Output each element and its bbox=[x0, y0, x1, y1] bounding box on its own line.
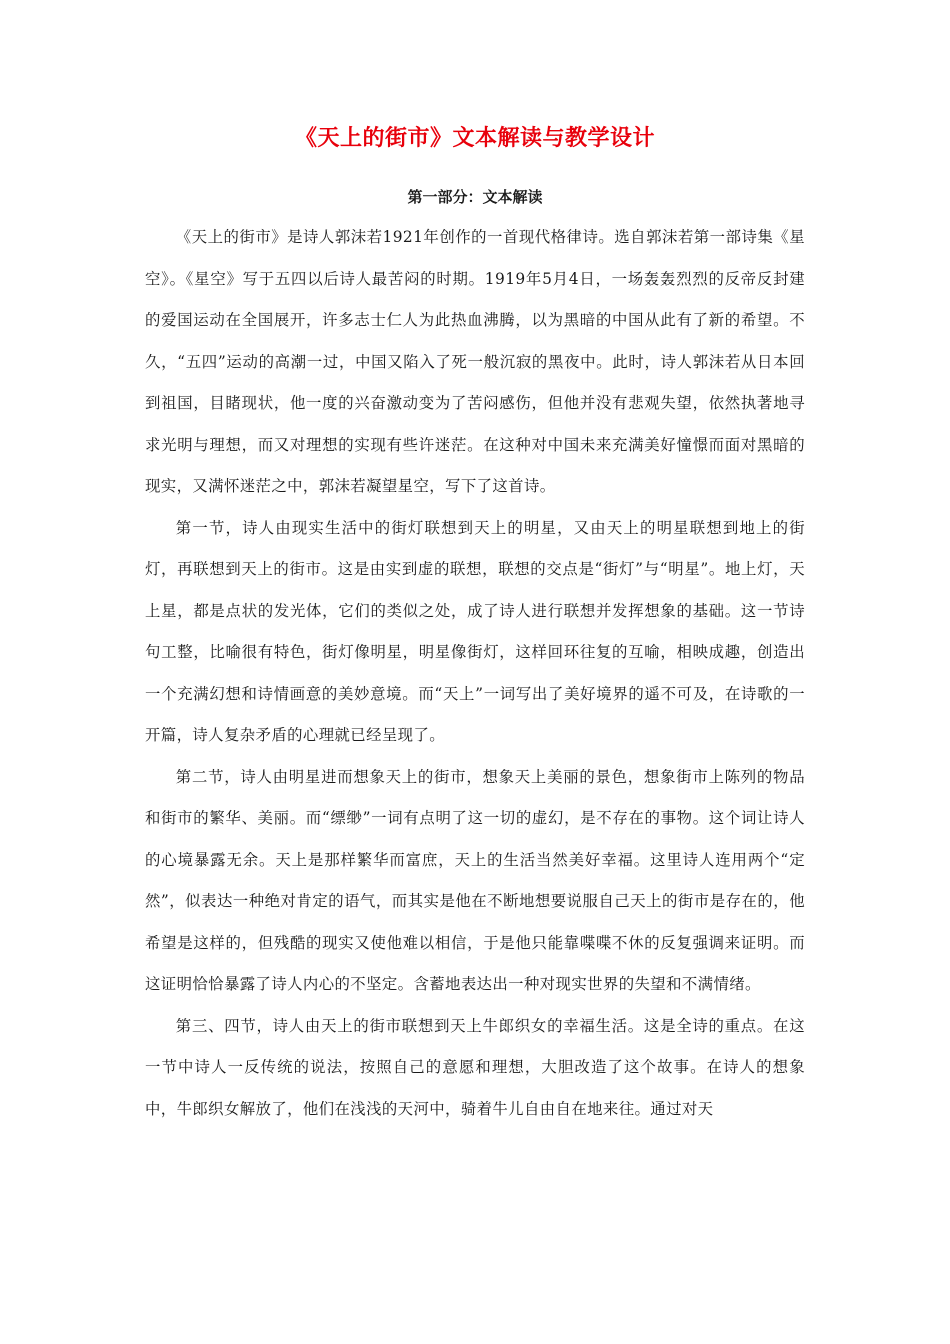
document-title: 《天上的街市》文本解读与教学设计 bbox=[294, 125, 655, 151]
paragraph-stanza-1: 第一节，诗人由现实生活中的街灯联想到天上的明星，又由天上的明星联想到地上的街灯，再联想到天上的街市。这是由实到虚的联想，联想的交点是“街灯”与“明星”。地上灯，天上星，都是点状的发光体，它们的类似之处，成了诗人进行联想并发挥想象的基础。这一节诗句工整，比喻很有特色，街灯像明星，明星像街灯，这样回环往复的互喻，相映成趣，创造出一个充满幻想和诗情画意的美妙意境。而“天上”一词写出了美好境界的遥不可及，在诗歌的一开篇，诗人复杂矛盾的心理就已经呈现了。 bbox=[145, 518, 805, 744]
section-heading: 第一部分：文本解读 bbox=[407, 188, 543, 206]
paragraph-intro: 《天上的街市》是诗人郭沫若1921年创作的一首现代格律诗。选自郭沫若第一部诗集《星空》。《星空》写于五四以后诗人最苦闷的时期。1919年5月4日，一场轰轰烈烈的反帝反封建的爱国运动在全国展开，许多志士仁人为此热血沸腾，以为黑暗的中国从此有了新的希望。不久，“五四”运动的高潮一过，中国又陷入了死一般沉寂的黑夜中。此时，诗人郭沫若从日本回到祖国，目睹现状，他一度的兴奋激动变为了苦闷感伤，但他并没有悲观失望，依然执著地寻求光明与理想，而又对理想的实现有些许迷茫。在这种对中国未来充满美好憧憬而面对黑暗的现实，又满怀迷茫之中，郭沫若凝望星空，写下了这首诗。 bbox=[145, 228, 805, 495]
paragraph-stanza-3-4: 第三、四节，诗人由天上的街市联想到天上牛郎织女的幸福生活。这是全诗的重点。在这一节中诗人一反传统的说法，按照自己的意愿和理想，大胆改造了这个故事。在诗人的想象中，牛郎织女解放了，他们在浅浅的天河中，骑着牛儿自由自在地来往。通过对天 bbox=[145, 1016, 805, 1118]
paragraph-stanza-2: 第二节，诗人由明星进而想象天上的街市，想象天上美丽的景色，想象街市上陈列的物品和街市的繁华、美丽。而“缥缈”一词有点明了这一切的虚幻，是不存在的事物。这个词让诗人的心境暴露无余。天上是那样繁华而富庶，天上的生活当然美好幸福。这里诗人连用两个“定然”，似表达一种绝对肯定的语气，而其实是他在不断地想要说服自己天上的街市是存在的，他希望是这样的，但残酷的现实又使他难以相信，于是他只能靠喋喋不休的反复强调来证明。而这证明恰恰暴露了诗人内心的不坚定。含蓄地表达出一种对现实世界的失望和不满情绪。 bbox=[145, 767, 805, 993]
document-body bbox=[145, 217, 805, 1130]
